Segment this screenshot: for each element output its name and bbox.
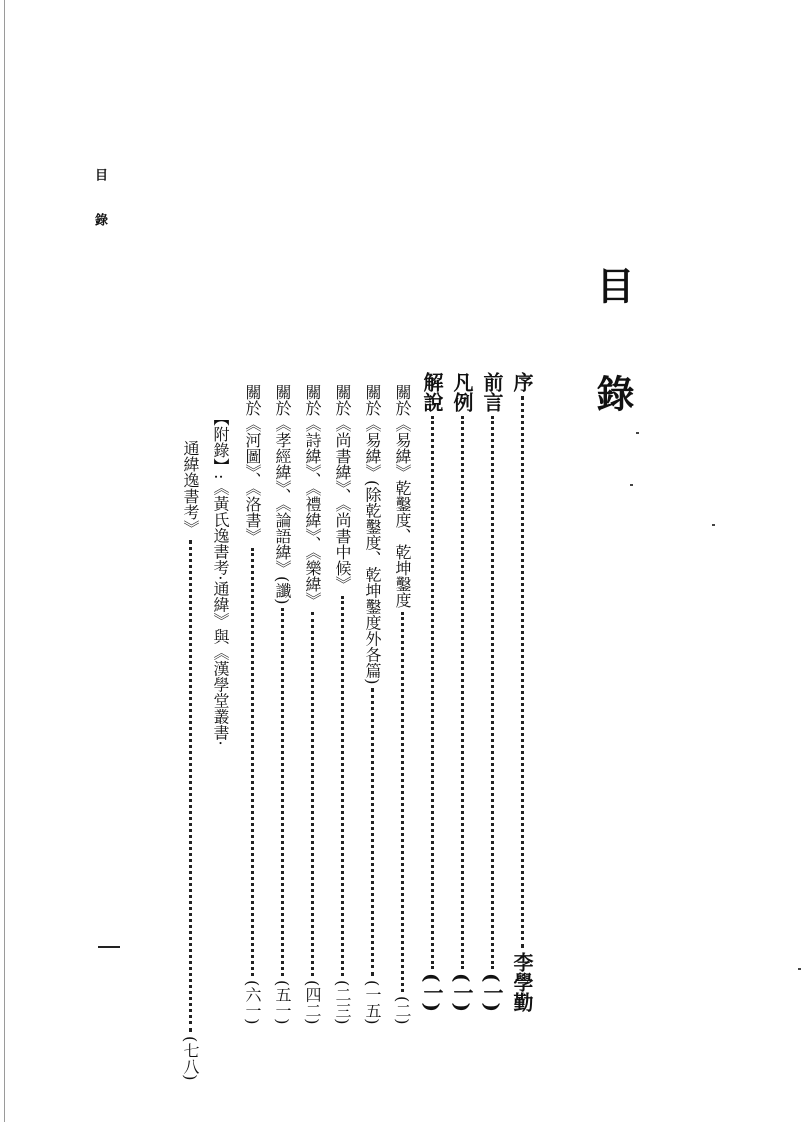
toc-entry-page: (六一)	[243, 979, 262, 1024]
toc-entry-text: 關於《尚書緯》、《尚書中候》	[333, 384, 352, 592]
toc-entry-conventions	[448, 372, 476, 1012]
toc-leader	[431, 416, 434, 969]
toc-entry-shang-shu-wei	[328, 384, 356, 1024]
toc-entry-text: 關於《孝經緯》、《論語緯》(讖)	[273, 384, 292, 605]
toc-entry-page: (一)	[480, 973, 504, 1012]
toc-leader	[311, 612, 314, 976]
toc-entry-appendix-continued	[176, 440, 204, 1080]
toc-entry-text: 關於《易緯》(除乾鑿度、乾坤鑿度外各篇)	[363, 384, 382, 685]
scan-speck	[630, 484, 633, 486]
toc-leader	[281, 608, 284, 975]
toc-entry-explanation	[418, 372, 446, 1012]
toc-entry-appendix	[206, 410, 234, 910]
toc-entry-text: 【附錄】:《黃氏逸書考·通緯》與《漢學堂叢書·	[211, 410, 230, 746]
toc-leader	[341, 596, 344, 976]
scan-speck	[798, 968, 801, 970]
running-head: 目錄	[92, 168, 107, 258]
toc-entry-text: 關於《河圖》、《洛書》	[243, 384, 262, 544]
toc-entry-yi-wei-others	[358, 384, 386, 1024]
toc-entry-page: (七八)	[181, 1035, 200, 1080]
scan-speck	[636, 432, 639, 434]
toc-leader	[251, 548, 254, 976]
toc-entry-text: 關於《易緯》乾鑿度、乾坤鑿度	[393, 384, 412, 608]
toc-entry-page: (二三)	[333, 979, 352, 1024]
page-number	[98, 946, 120, 948]
toc-leader	[461, 416, 464, 969]
scan-speck	[712, 524, 715, 526]
toc-entry-page: (一)	[450, 973, 474, 1012]
toc-entry-text: 通緯逸書考》	[181, 440, 200, 536]
toc-leader	[371, 688, 374, 975]
toc-entry-xiao-jing-lun-yu-wei	[268, 384, 296, 1024]
toc-entry-foreword	[478, 372, 506, 1012]
toc-entry-he-tu-luo-shu	[238, 384, 266, 1024]
toc-entry-text: 前言	[480, 372, 504, 412]
toc-leader	[491, 416, 494, 969]
toc-entry-yi-wei-qianzaodu	[388, 384, 416, 1024]
toc-entry-page: (一)	[420, 973, 444, 1012]
toc-entry-text: 關於《詩緯》、《禮緯》、《樂緯》	[303, 384, 322, 608]
toc-entry-page: (一五)	[363, 979, 382, 1024]
toc-leader	[189, 540, 192, 1032]
toc-entry-page: 李學勤	[510, 952, 534, 1012]
toc-entry-page: (四二)	[303, 979, 322, 1024]
toc-entry-page: (五一)	[273, 979, 292, 1024]
toc-entry-text: 序	[510, 372, 534, 392]
toc-entry-text: 凡例	[450, 372, 474, 412]
toc-entry-preface	[508, 372, 536, 1012]
toc-entry-shi-li-yue-wei	[298, 384, 326, 1024]
toc-leader	[521, 396, 524, 948]
toc-entry-page: (二)	[393, 995, 412, 1024]
toc-entry-text: 解說	[420, 372, 444, 412]
page-edge-rule	[4, 0, 5, 1122]
page-title: 目錄	[590, 266, 635, 482]
toc-leader	[401, 612, 404, 992]
